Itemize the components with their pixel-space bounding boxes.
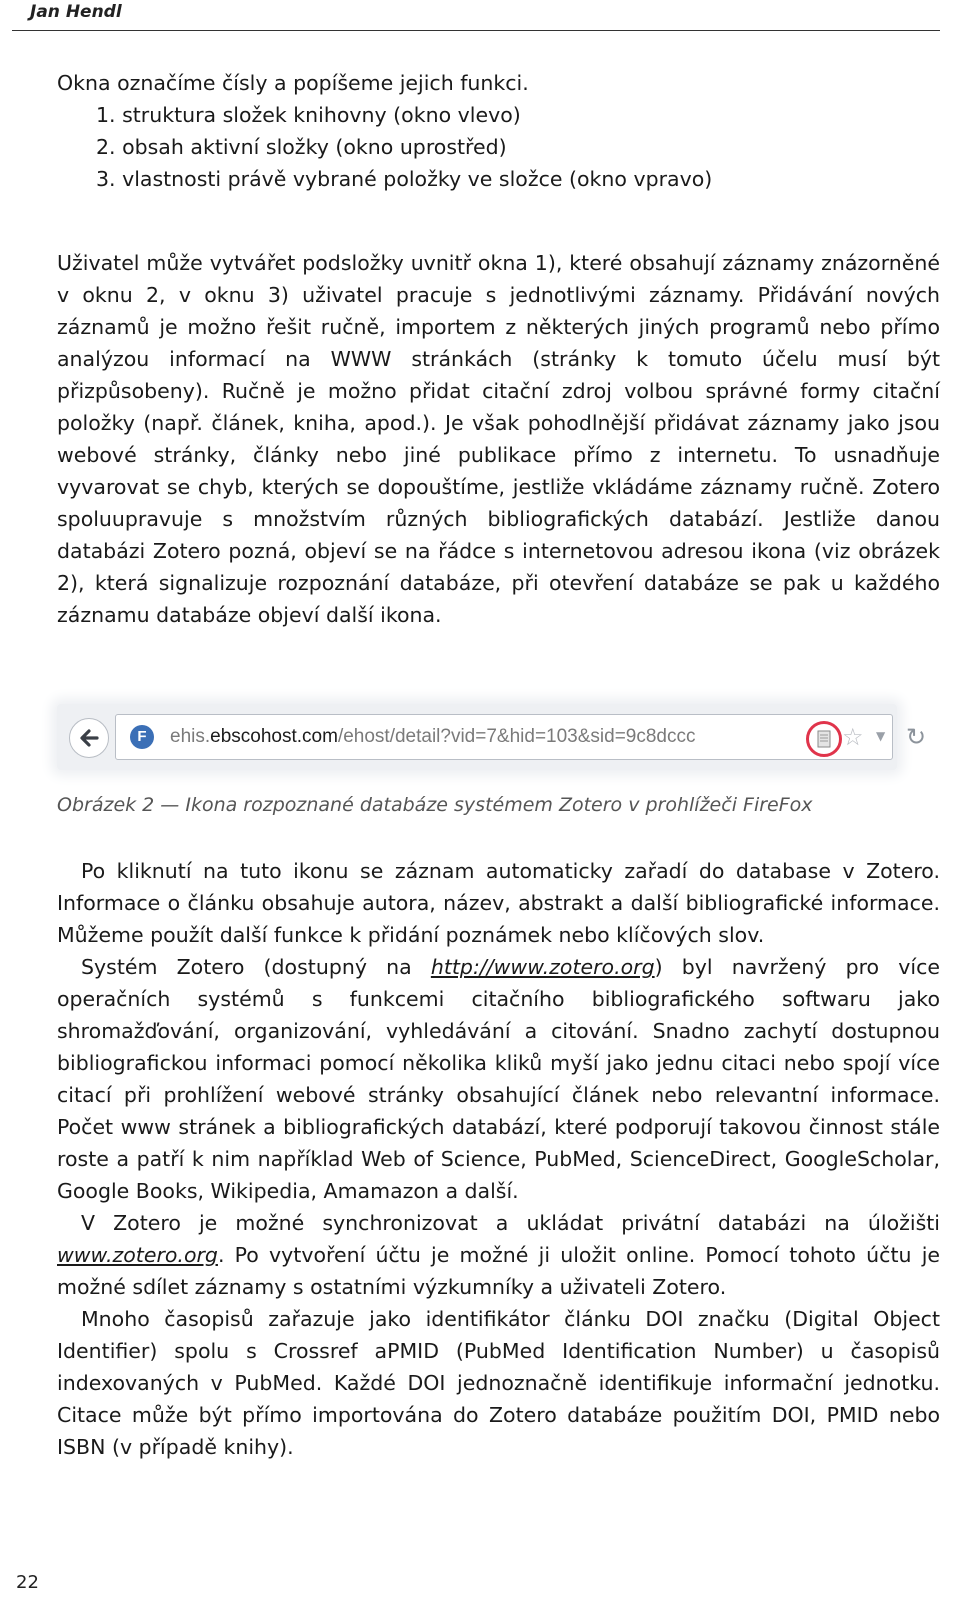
chevron-down-icon[interactable]: ▼ — [876, 729, 886, 743]
paragraph — [57, 1207, 940, 1303]
url-host: ebscohost.com — [210, 726, 338, 747]
page-number: 22 — [16, 1572, 39, 1593]
paragraph: Po kliknutí na tuto ikonu se záznam automaticky zařadí do database v Zotero. Informace o článku obsahuje autora, název, abstrakt a další bibliografické informace. Můžeme použít další funkce k přidání poznámek nebo klíčových slov. — [57, 859, 940, 947]
list-item: 1. struktura složek knihovny (okno vlevo) — [96, 103, 521, 127]
paragraph-text: ) byl navržený pro více operačních systémů s funkcemi citačního bibliografického softwaru jako shromažďování, organizování, vyhledávání a citování. Snadno zachytí dostupnou bibliografickou informaci pomocí několika kliků myší jako jednu citaci nebo spojí více citací při prohlížení webové stránky obsahující článek nebo relevantní informace. Počet www stránek a bibliografických databází, které podporují takovou činnost stále roste a patří k nim například Web of Science, PubMed, ScienceDirect, GoogleScholar, Google Books, Wikipedia, Amamazon a další. — [57, 955, 940, 1203]
paragraph-block-1 — [57, 247, 940, 631]
zotero-save-icon[interactable] — [806, 721, 842, 757]
address-bar[interactable] — [115, 714, 927, 760]
window-list — [57, 99, 940, 195]
url-path: /ehost/detail?vid=7&hid=103&sid=9c8dccc — [337, 726, 696, 747]
zotero-link[interactable]: www.zotero.org — [57, 1243, 218, 1267]
paragraph-text: . Po vytvoření účtu je možné ji uložit online. Pomocí tohoto účtu je možné sdílet záznamy s ostatními výzkumníky a uživateli Zotero. — [57, 1243, 940, 1299]
list-item: 3. vlastnosti právě vybrané položky ve složce (okno vpravo) — [96, 167, 713, 191]
bookmark-star-icon[interactable]: ☆ — [842, 723, 864, 751]
site-identity-icon[interactable]: F — [130, 725, 154, 749]
paragraph — [57, 951, 940, 1207]
figure-caption: Obrázek 2 — Ikona rozpoznané databáze systémem Zotero v prohlížeči FireFox — [57, 794, 813, 816]
reload-icon[interactable]: ↻ — [906, 723, 927, 751]
document-icon — [816, 730, 832, 748]
url-text[interactable] — [170, 724, 800, 750]
running-header-author: Jan Hendl — [30, 2, 122, 22]
paragraph: Mnoho časopisů zařazuje jako identifikátor článku DOI značku (Digital Object Identifier) spolu s Crossref aPMID (PubMed Identification Number) u časopisů indexovaných v PubMed. Každé DOI jednoznačně identifikuje informační jednotku. Citace může být přímo importována do Zotero databáze použitím DOI, PMID nebo ISBN (v případě knihy). — [57, 1307, 940, 1459]
paragraph: Uživatel může vytvářet podsložky uvnitř okna 1), které obsahují záznamy znázorněné v oknu 2, v oknu 3) uživatel pracuje s jednotlivými záznamy. Přidávání nových záznamů je možno řešit ručně, importem z některých jiných programů nebo přímo analýzou informací na WWW stránkách (stránky k tomuto účelu musí být přizpůsobeny). Ručně je možno přidat citační zdroj volbou správné formy citační položky (např. článek, kniha, apod.). Je však pohodlnější přidávat záznamy jako jsou webové stránky, články nebo jiné publikace přímo z internetu. To usnadňuje vyvarovat se chyb, kterých se dopouštíme, jestliže vkládáme záznamy ručně. Zotero spoluupravuje s množstvím různých bibliografických databází. Jestliže danou databázi Zotero pozná, objeví se na řádce s internetovou adresou ikona (viz obrázek 2), která signalizuje rozpoznání databáze, při otevření databáze se pak u každého záznamu databáze objeví další ikona. — [57, 251, 940, 627]
back-arrow-icon — [77, 726, 101, 750]
list-item: 2. obsah aktivní složky (okno uprostřed) — [96, 135, 507, 159]
paragraph-block-2 — [57, 855, 940, 1463]
intro-section — [57, 67, 940, 195]
paragraph-text: V Zotero je možné synchronizovat a ukládat privátní databázi na úložišti — [81, 1211, 940, 1235]
intro-lead: Okna označíme čísly a popíšeme jejich funkci. — [57, 71, 529, 95]
zotero-link[interactable]: http://www.zotero.org — [430, 955, 655, 979]
browser-address-bar-figure — [57, 704, 927, 770]
back-button[interactable] — [69, 718, 109, 758]
paragraph-text: Systém Zotero (dostupný na — [81, 955, 431, 979]
url-prefix: ehis. — [170, 726, 211, 747]
header-rule — [12, 30, 940, 31]
